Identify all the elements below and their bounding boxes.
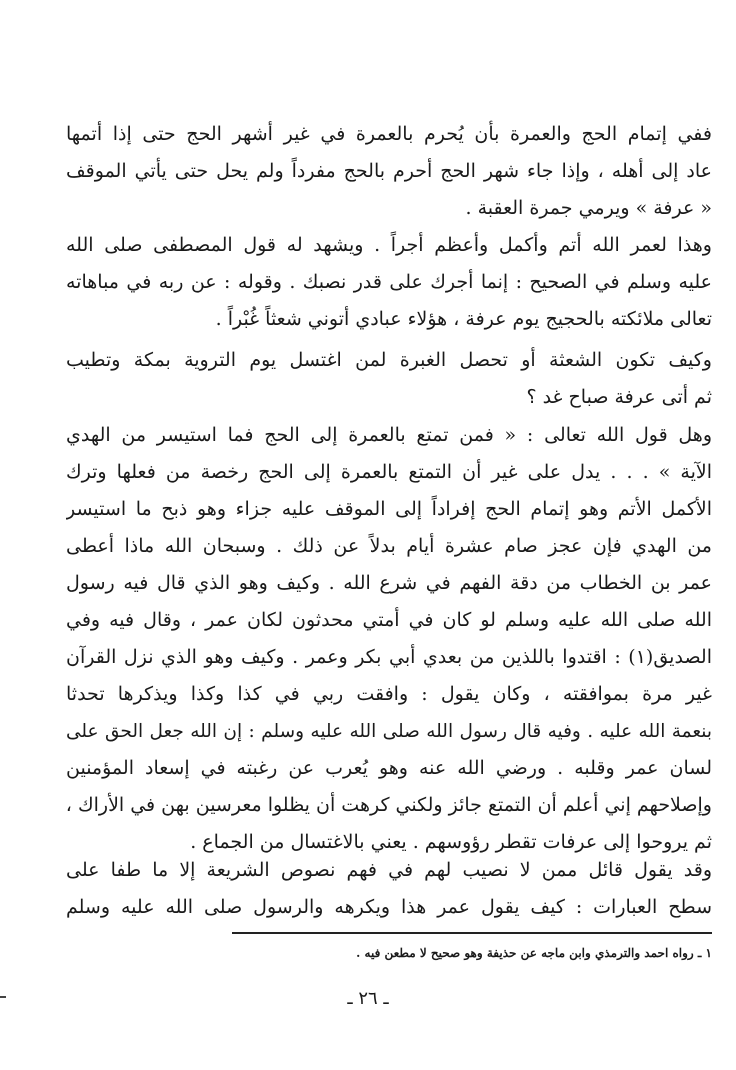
paragraph-2: [66, 227, 712, 338]
text-line: سطح العبارات : كيف يقول عمر هذا ويكرهه والرسول صلى الله عليه وسلم: [66, 896, 712, 918]
text-line: عاد إلى أهله ، وإذا جاء شهر الحج أحرم بالحج مفرداً ولم يحل حتى يأتي الموقف: [66, 160, 712, 182]
paragraph-5: [66, 852, 712, 926]
text-line: الصديق(١) : اقتدوا باللذين من بعدي أبي بكر وعمر . وكيف وهو الذي نزل القرآن: [66, 646, 712, 668]
text-line: وقد يقول قائل ممن لا نصيب لهم في فهم نصوص الشريعة إلا ما طفا على: [66, 859, 712, 881]
text-line: الله صلى الله عليه وسلم لو كان في أمتي محدثون لكان عمر ، وقال فيه وفي: [66, 609, 712, 631]
text-line: عليه وسلم في الصحيح : إنما أجرك على قدر نصبك . وقوله : عن ربه في مباهاته: [66, 271, 712, 293]
text-line: غير مرة بموافقته ، وكان يقول : وافقت ربي في كذا وكذا ويذكرها تحدثا: [66, 683, 712, 705]
paragraph-1: [66, 116, 712, 227]
text-line: وهل قول الله تعالى : « فمن تمتع بالعمرة إلى الحج فما استيسر من الهدي: [66, 424, 712, 446]
text-line: من الهدي فإن عجز صام عشرة أيام بدلاً عن ذلك . وسبحان الله ماذا أعطى: [66, 535, 712, 557]
text-line: تعالى ملائكته بالحجيج يوم عرفة ، هؤلاء عبادي أتوني شعثاً غُبْراً .: [215, 308, 712, 330]
paragraph-3: [66, 342, 712, 416]
text-line: وكيف تكون الشعثة أو تحصل الغبرة لمن اغتسل يوم التروية بمكة وتطيب: [66, 349, 712, 371]
text-line: عمر بن الخطاب من دقة الفهم في شرع الله . وكيف وهو الذي قال فيه رسول: [66, 572, 712, 594]
text-line: ثم يروحوا إلى عرفات تقطر رؤوسهم . يعني بالاغتسال من الجماع .: [190, 831, 712, 853]
text-line: الآية » . . . يدل على غير أن التمتع بالعمرة إلى الحج رخصة من فعلها وترك: [66, 461, 712, 483]
text-line: لسان عمر وقلبه . ورضي الله عنه وهو يُعرب عن رغبته في إسعاد المؤمنين: [66, 757, 712, 779]
text-line: بنعمة الله عليه . وفيه قال رسول الله صلى الله عليه وسلم : إن الله جعل الحق على: [66, 721, 712, 742]
text-line: ثم أتى عرفة صباح غد ؟: [526, 386, 712, 408]
page-number: ـ ٢٦ ـ: [347, 988, 389, 1009]
footnote-divider: [232, 932, 712, 934]
text-line: الأكمل الأتم وهو إتمام الحج إفراداً إلى الموقف عليه جزاء وهو ذبح ما استيسر: [66, 498, 712, 520]
text-line: « عرفة » ويرمي جمرة العقبة .: [465, 197, 712, 219]
text-line: وهذا لعمر الله أتم وأكمل وأعظم أجراً . ويشهد له قول المصطفى صلى الله: [66, 234, 712, 256]
text-line: ففي إتمام الحج والعمرة بأن يُحرم بالعمرة في غير أشهر الحج حتى إذا أتمها: [66, 123, 712, 145]
paragraph-4: [66, 417, 712, 861]
footnote: ١ ـ رواه احمد والترمذي وابن ماجه عن حذيفة وهو صحيح لا مطعن فيه .: [356, 946, 712, 960]
text-line: وإصلاحهم إني أعلم أن التمتع جائز ولكني كرهت أن يظلوا معرسين بهن في الأراك ،: [66, 794, 712, 816]
margin-mark: [0, 996, 6, 998]
